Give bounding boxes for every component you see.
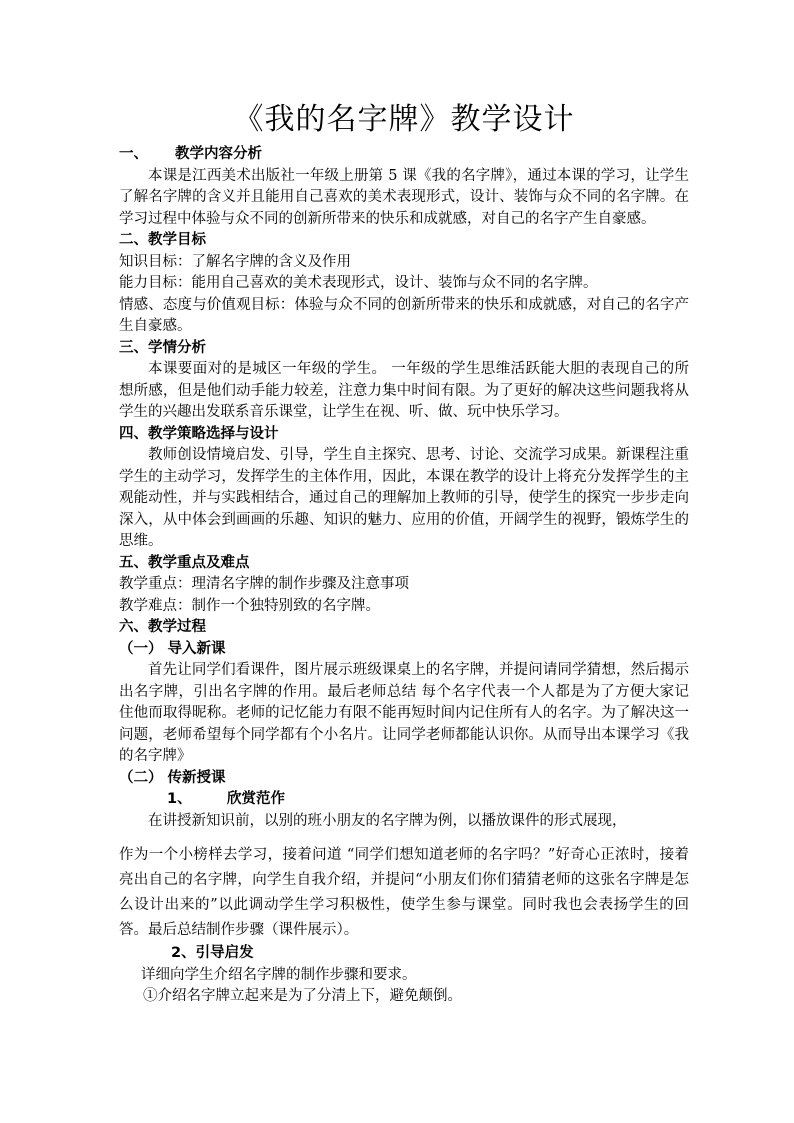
document-title: 《我的名字牌》教学设计	[233, 102, 575, 137]
section-1-paragraph: 本课是江西美术出版社一年级上册第 5 课《我的名字牌》，通过本课的学习，让学生了解名字牌的含义并且能用自己喜欢的美术表现形式，设计、装饰与众不同的名字牌。在学习过程中体验与众不同的创新所带来的快乐和成就感，对自己的名字产生自豪感。	[119, 167, 689, 227]
step-1-number: 1、	[167, 791, 192, 807]
step-1-paragraph-2: 作为一个小榜样去学习，接着问道 “同学们想知道老师的名字吗？”好奇心正浓时，接着亮出自己的名字牌，向学生自我介绍，并提问“小朋友们你们猜猜老师的这张名字牌是怎么设计出来的”以此调动学生学习积极性，使学生参与课堂。同时我也会表扬学生的回答。最后总结制作步骤（课件展示）。	[119, 847, 689, 938]
document-page	[119, 96, 689, 1008]
step-2-heading: 2、引导启发	[171, 945, 254, 961]
ability-goal: 能力目标：能用自己喜欢的美术表现形式，设计、装饰与众不同的名字牌。	[119, 275, 598, 291]
step-2-paragraph-2: ①介绍名字牌立起来是为了分清上下，避免颠倒。	[143, 988, 462, 1004]
emotion-goal: 情感、态度与价值观目标：体验与众不同的创新所带来的快乐和成就感，对自己的名字产生自豪感。	[119, 296, 689, 334]
section-4-paragraph: 教师创设情境启发、引导，学生自主探究、思考、讨论、交流学习成果。新课程注重学生的主动学习，发挥学生的主体作用，因此，本课在教学的设计上将充分发挥学生的主观能动性，并与实践相结合，通过自己的理解加上教师的引导，使学生的探究一步步走向深入，从中体会到画画的乐趣、知识的魅力、应用的价值，开阔学生的视野，锻炼学生的思维。	[119, 447, 689, 549]
section-6-heading: 六、教学过程	[119, 619, 206, 635]
key-point: 教学重点：理清名字牌的制作步骤及注意事项	[119, 576, 409, 592]
section-3-heading: 三、学情分析	[119, 339, 206, 356]
part-1-paragraph: 首先让同学们看课件，图片展示班级课桌上的名字牌，并提问请同学猜想，然后揭示出名字牌，引出名字牌的作用。最后老师总结 每个名字代表一个人都是为了方便大家记住他而取得昵称。老师的记忆能力有限不能再短时间内记住所有人的名字。为了解决这一问题，老师希望每个同学都有个小名片。让同学老师都能认识你。从而导出本课学习《我的名字牌》	[119, 662, 689, 764]
section-5-heading: 五、教学重点及难点	[119, 554, 250, 571]
section-4-heading: 四、教学策略选择与设计	[119, 425, 279, 442]
difficult-point: 教学难点：制作一个独特别致的名字牌。	[119, 597, 380, 614]
step-1-title: 欣赏范作	[227, 791, 285, 807]
section-3-paragraph: 本课要面对的是城区一年级的学生。 一年级的学生思维活跃能大胆的表现自己的所想所感，但是他们动手能力较差，注意力集中时间有限。为了更好的解决这些问题我将从学生的兴趣出发联系音乐课堂，让学生在视、听、做、玩中快乐学习。	[119, 361, 689, 420]
section-1-heading	[119, 144, 689, 166]
section-1-number: 一、	[119, 146, 148, 162]
step-1-paragraph-1: 在讲授新知识前，以别的班小朋友的名字牌为例，以播放课件的形式展现，	[148, 812, 627, 829]
part-1-heading: （一） 导入新课	[119, 640, 226, 657]
knowledge-goal: 知识目标：了解名字牌的含义及作用	[119, 253, 351, 270]
step-2-paragraph-1: 详细向学生介绍名字牌的制作步骤和要求。	[141, 966, 417, 983]
step-1-heading	[119, 789, 689, 811]
part-2-heading: （二） 传新授课	[119, 769, 226, 786]
section-1-title: 教学内容分析	[175, 146, 262, 162]
section-2-heading: 二、教学目标	[119, 232, 206, 248]
